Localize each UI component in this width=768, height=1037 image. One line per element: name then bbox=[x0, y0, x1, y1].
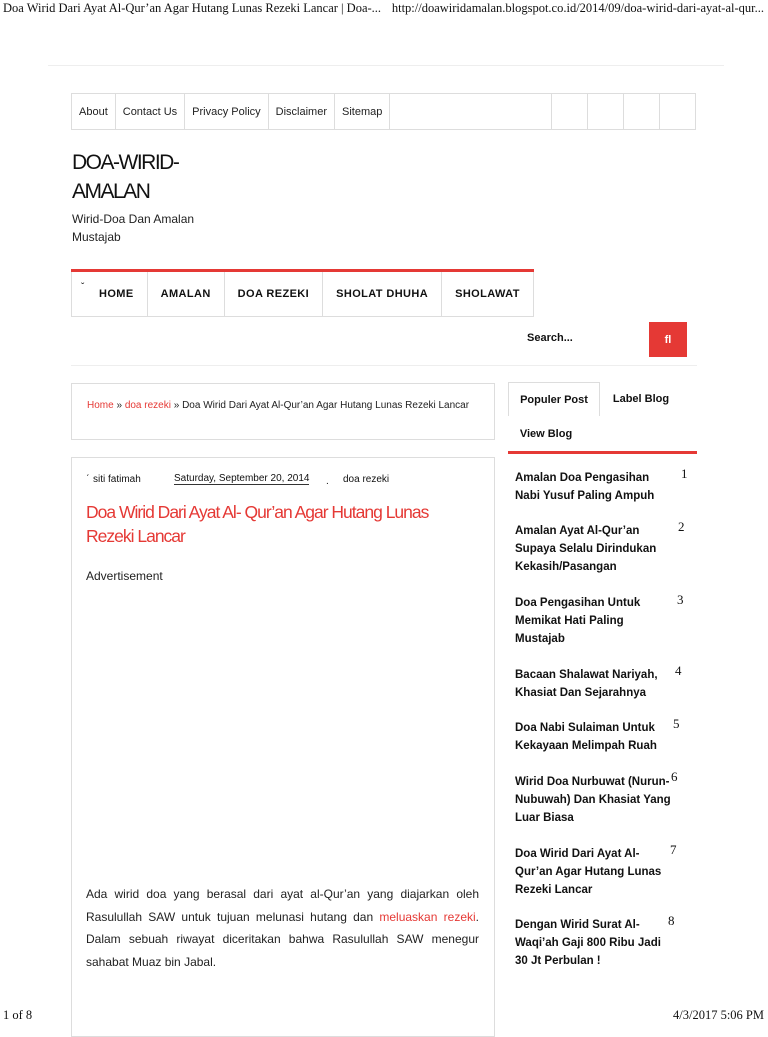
post-author[interactable]: siti fatimah bbox=[93, 474, 141, 485]
popular-post-title[interactable]: Wirid Doa Nurbuwat (Nurun-Nubuwah) Dan Khasiat Yang Luar Biasa bbox=[515, 776, 671, 824]
post-body-link[interactable]: meluaskan rezeki bbox=[379, 909, 476, 924]
print-footer-datetime: 4/3/2017 5:06 PM bbox=[673, 1008, 764, 1022]
top-nav-contact[interactable]: Contact Us bbox=[116, 94, 185, 129]
popular-post-number: 1 bbox=[681, 466, 688, 481]
top-nav-sitemap[interactable]: Sitemap bbox=[335, 94, 390, 129]
breadcrumb-sep: » bbox=[173, 400, 180, 411]
divider bbox=[71, 365, 697, 366]
main-nav-sholawat[interactable]: SHOLAWAT bbox=[442, 272, 534, 317]
social-icon[interactable] bbox=[552, 94, 588, 129]
search-input[interactable]: Search... bbox=[527, 332, 573, 344]
author-icon: ˊ bbox=[86, 474, 90, 485]
popular-post-number: 7 bbox=[670, 842, 677, 857]
breadcrumb-category[interactable]: doa rezeki bbox=[124, 400, 171, 411]
social-icon[interactable] bbox=[588, 94, 624, 129]
site-title[interactable]: DOA-WIRID-AMALAN bbox=[72, 151, 179, 203]
breadcrumb bbox=[71, 383, 495, 440]
popular-post-number: 3 bbox=[677, 592, 684, 607]
post-label[interactable]: doa rezeki bbox=[343, 474, 390, 485]
main-nav bbox=[71, 269, 534, 316]
site-description: Wirid-Doa Dan Amalan Mustajab bbox=[72, 212, 195, 244]
post-title: Doa Wirid Dari Ayat Al- Qur’an Agar Hutang Lunas Rezeki Lancar bbox=[86, 502, 429, 546]
popular-post-title[interactable]: Bacaan Shalawat Nariyah, Khasiat Dan Sejarahnya bbox=[515, 669, 658, 699]
popular-post-title[interactable]: Doa Nabi Sulaiman Untuk Kekayaan Melimpah Ruah bbox=[515, 722, 657, 752]
post-meta-dot: . bbox=[326, 476, 329, 487]
popular-post-number: 8 bbox=[668, 913, 675, 928]
tab-populer-post[interactable]: Populer Post bbox=[508, 382, 600, 416]
main-nav-doa-rezeki[interactable]: DOA REZEKI bbox=[225, 272, 323, 317]
social-icon[interactable] bbox=[624, 94, 660, 129]
social-icon[interactable] bbox=[660, 94, 695, 129]
print-header-url: http://doawiridamalan.blogspot.co.id/2014/09/doa-wirid-dari-ayat-al-qur... bbox=[391, 1, 764, 15]
popular-post-title[interactable]: Doa Pengasihan Untuk Memikat Hati Paling Mustajab bbox=[515, 597, 641, 645]
top-nav-privacy[interactable]: Privacy Policy bbox=[185, 94, 268, 129]
breadcrumb-sep: » bbox=[116, 400, 123, 411]
popular-post-title[interactable]: Amalan Ayat Al-Qur’an Supaya Selalu Dirindukan Kekasih/Pasangan bbox=[515, 525, 657, 573]
print-header-title: Doa Wirid Dari Ayat Al-Qur’an Agar Hutang Lunas Rezeki Lancar | Doa-... bbox=[3, 1, 382, 15]
top-nav-about[interactable]: About bbox=[72, 94, 116, 129]
main-nav-sholat-dhuha[interactable]: SHOLAT DHUHA bbox=[323, 272, 442, 317]
chevron-down-icon[interactable]: ˇ bbox=[81, 282, 85, 293]
popular-post-title[interactable]: Doa Wirid Dari Ayat Al-Qur’an Agar Hutang Lunas Rezeki Lancar bbox=[515, 848, 662, 896]
print-footer-page: 1 of 8 bbox=[3, 1008, 33, 1022]
popular-post-title[interactable]: Amalan Doa Pengasihan Nabi Yusuf Paling Ampuh bbox=[515, 472, 655, 502]
top-nav bbox=[71, 93, 696, 130]
post-date[interactable]: Saturday, September 20, 2014 bbox=[174, 473, 310, 484]
tab-underline bbox=[508, 451, 697, 454]
popular-post-number: 5 bbox=[673, 716, 680, 731]
advertisement-label: Advertisement bbox=[86, 569, 163, 583]
breadcrumb-current: Doa Wirid Dari Ayat Al-Qur’an Agar Hutang Lunas Rezeki Lancar bbox=[182, 400, 470, 411]
post-body-text: Ada wirid doa yang berasal dari ayat al-Qur’an yang diajarkan oleh Rasulullah SAW untuk tujuan melunasi hutang dan bbox=[86, 887, 479, 924]
header-divider bbox=[48, 65, 724, 66]
main-nav-amalan[interactable]: AMALAN bbox=[148, 272, 225, 317]
tab-view-blog[interactable]: View Blog bbox=[519, 428, 573, 440]
main-nav-home[interactable]: HOME bbox=[71, 272, 148, 317]
popular-post-title[interactable]: Dengan Wirid Surat Al-Waqi’ah Gaji 800 Ribu Jadi 30 Jt Perbulan ! bbox=[515, 919, 661, 967]
top-nav-disclaimer[interactable]: Disclaimer bbox=[269, 94, 335, 129]
popular-post-number: 4 bbox=[675, 663, 682, 678]
breadcrumb-home[interactable]: Home bbox=[87, 400, 114, 411]
search-button[interactable]: fl bbox=[649, 322, 687, 357]
post-body bbox=[86, 883, 479, 973]
popular-post-number: 6 bbox=[671, 769, 678, 784]
post-body-text: . Dalam sebuah riwayat diceritakan bahwa Rasulullah SAW menegur sahabat Muaz bin Jabal. bbox=[86, 909, 479, 969]
popular-post-number: 2 bbox=[678, 519, 685, 534]
top-nav-spacer bbox=[390, 94, 552, 129]
tab-label-blog[interactable]: Label Blog bbox=[612, 393, 670, 405]
